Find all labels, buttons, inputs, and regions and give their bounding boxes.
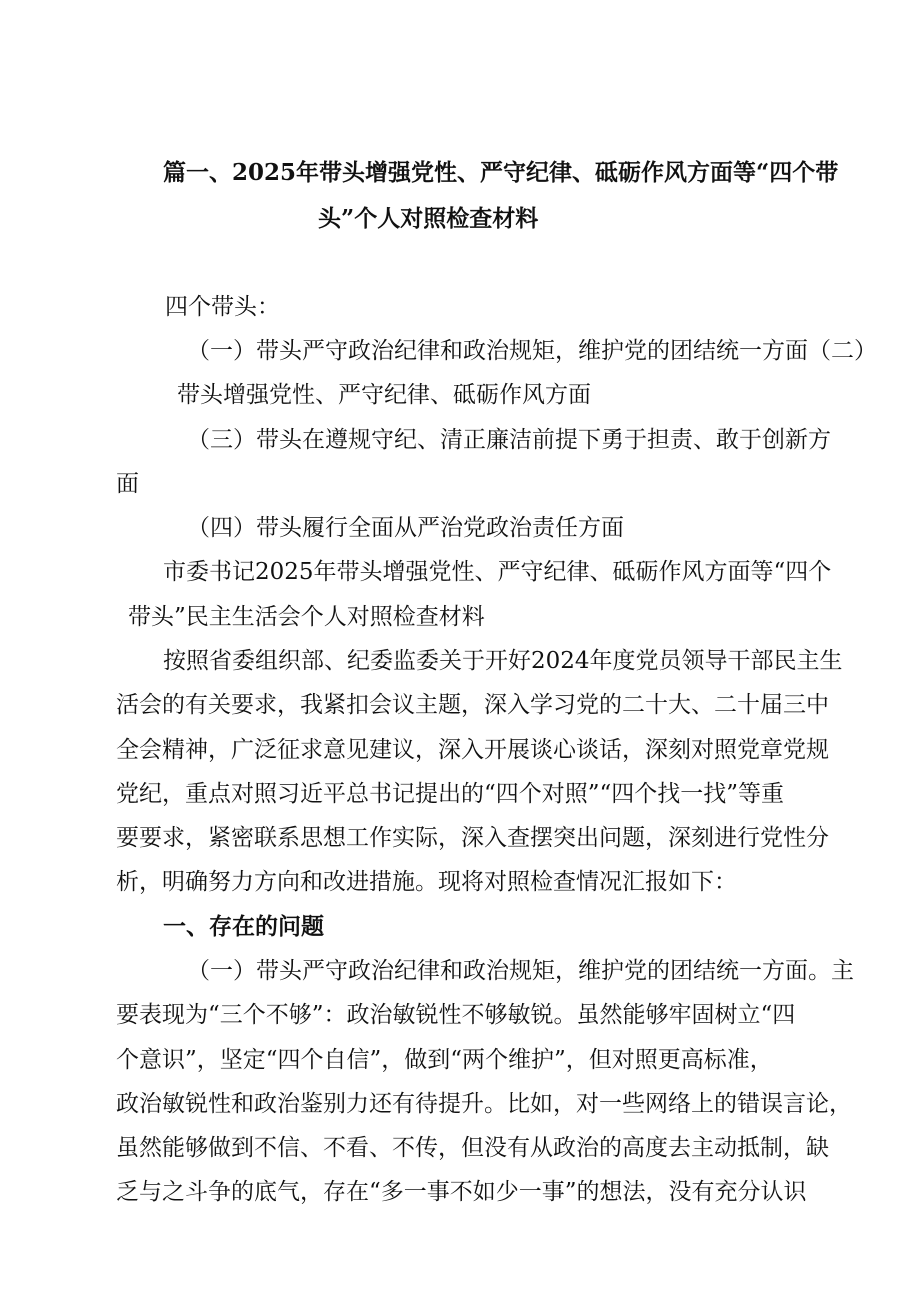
paragraph-line: 按照省委组织部、纪委监委关于开好2024年度党员领导干部民主生 [163,648,843,674]
title-line-2: 头”个人对照检查材料 [318,205,539,232]
text-line: 面 [116,471,139,497]
text-line: 四个带头： [165,294,280,320]
title-line-1: 篇一、2025年带头增强党性、严守纪律、砥砺作风方面等“四个带 [163,159,839,186]
document-title [130,150,839,242]
text-line: （三）带头在遵规守纪、清正廉洁前提下勇于担责、敢于创新方 [187,427,831,453]
paragraph-line: 要表现为“三个不够”：政治敏锐性不够敏锐。虽然能够牢固树立“四 [116,1002,796,1028]
text-line: （一）带头严守政治纪律和政治规矩，维护党的团结统一方面（二） [187,338,877,364]
paragraph-line: 活会的有关要求，我紧扣会议主题，深入学习党的二十大、二十届三中 [116,692,829,718]
paragraph-line: 乏与之斗争的底气，存在“多一事不如少一事”的想法，没有充分认识 [116,1179,807,1205]
paragraph-line: 全会精神，广泛征求意见建议，深入开展谈心谈话，深刻对照党章党规 [116,737,829,763]
paragraph-line: 党纪，重点对照习近平总书记提出的“四个对照”“四个找一找”等重 [116,781,785,807]
section-heading: 一、存在的问题 [163,913,324,940]
text-line: 市委书记2025年带头增强党性、严守纪律、砥砺作风方面等“四个 [163,559,832,585]
text-line: （四）带头履行全面从严治党政治责任方面 [187,515,624,541]
paragraph-line: 要要求，紧密联系思想工作实际，深入查摆突出问题，深刻进行党性分 [116,825,829,851]
paragraph-line: 析，明确努力方向和改进措施。现将对照检查情况汇报如下： [116,869,737,895]
paragraph-line: 政治敏锐性和政治鉴别力还有待提升。比如，对一些网络上的错误言论， [116,1091,852,1117]
paragraph-line: （一）带头严守政治纪律和政治规矩，维护党的团结统一方面。主 [187,958,854,984]
text-line: 带头增强党性、严守纪律、砥砺作风方面 [177,382,591,408]
paragraph-line: 个意识”，坚定“四个自信”，做到“两个维护”，但对照更高标准， [116,1047,773,1073]
text-line: 带头”民主生活会个人对照检查材料 [128,604,485,630]
paragraph-line: 虽然能够做到不信、不看、不传，但没有从政治的高度去主动抵制，缺 [116,1135,829,1161]
